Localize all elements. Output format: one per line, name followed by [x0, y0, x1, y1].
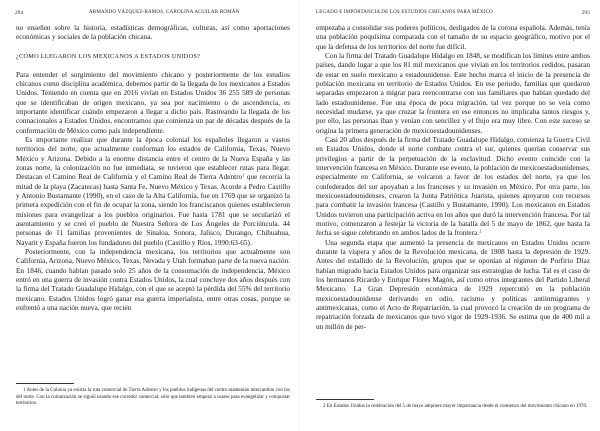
paragraph-text: Es importante realizar que durante la época colonial los españoles llegaron a vastos territorios del norte, que actualmente conforman los estados de California, Texas, Nuevo México y Arizona. Debido a la enorme distancia entre el centro de la Nueva España y las zonas norte, la colonización no fue inmediata, se tuvieron que establecer rutas para llegar. Destacan el Camino Real de California y el Camino Real de Tierra Adentro: [16, 135, 290, 182]
page-number: 295: [581, 10, 590, 16]
footnote: 2 En Estados Unidos la celebración del 5 de mayo adquiere mayor importancia desde el comienzo del movimiento chicano en 1970.: [323, 404, 588, 409]
footnote-rule: [16, 383, 74, 384]
left-body-text: [16, 24, 290, 313]
running-head-title: LEGADO E IMPORTANCIA DE LOS ESTUDIOS CHICANOS PARA MÉXICO: [316, 10, 493, 15]
footnote-marker: 1: [242, 172, 245, 178]
paragraph-with-footnote: [316, 136, 590, 239]
footnote: 1 Antes de la Colonia ya existía la ruta comercial de Tierra Adentro y los pueblos indígenas del centro mantenían intercambio con los del norte. Con la colonización se siguió usando ese corredor comercial, sólo que también empezó a usarse para evangelizar y conquistar territorios.: [16, 388, 290, 407]
footnote-rule: [316, 399, 374, 400]
paragraph: empezaba a consolidar sus poderes políticos, desligados de la corona española. Además, tenía una población poquísima comparada con el tamaño de su espacio geográfico, motivo por el que la defensa de los territorios del norte fue difícil.: [316, 24, 590, 51]
paragraph: Para entender el surgimiento del movimiento chicano y posteriormente de los estudios chicanos como disciplina académica, debemos partir de la llegada de los mexicanos a Estados Unidos. Teniendo en cuenta que en 2016 vivían en Estados Unidos 36 255 589 de personas que se identificaban de origen mexicano, ya sea por nacimiento o de ascendencia, es importante identificar cuándo empezaron a llegar a dicho país. Rastreando la llegada de los connacionales a Estados Unidos, encontramos que comienza un par de décadas después de la conformación de México como país independiente.: [16, 70, 290, 135]
page-number: 294: [15, 10, 24, 16]
right-page: [300, 0, 600, 431]
paragraph: no enseñen sobre la historia, estadísticas demográficas, culturas, así como aportaciones económicas y sociales de la población chicana.: [16, 24, 290, 42]
paragraph-text: Casi 20 años después de la firma del Tratado Guadalupe Hidalgo, comienza la Guerra Civil en Estados Unidos, donde el norte combate contra el sur, quienes querían conservar sus privilegios a partir de la perpetuación de la esclavitud. Dicho evento coincide con la intervención francesa en México. Durante ese evento, la población de mexicoestadounidenses, especialmente en California, se volcaron a favor de los estados del norte, ya que los confederados del sur apoyaban a los franceses y su invasión en México. Por otra parte, los mexicoestadounidenses, crearon la Junta Patriótica Juarista, quienes apoyaron con recursos para combatir la invasión francesa (Castillo y Bustamante, 1990). Los mexicanos en Estados Unidos tuvieron una participación activa en los años que duró la intervención francesa. Por tal motivo, comenzaron a festejar la victoria de la batalla del 5 de mayo de 1862, que hasta la fecha se sigue celebrando en ambos lados de la frontera.: [316, 135, 590, 238]
footnote-marker: 2: [479, 228, 482, 234]
paragraph: Posteriormente, con la independencia mexicana, los territorios que actualmente son California, Arizona, Nuevo México, Texas, Nevada y Utah formaban parte de la nueva nación. En 1846, cuando habían pasado solo 25 años de la consumación de independencia, México entró en una guerra de invasión contra Estados Unidos, la cual concluye dos años después con la firma del Tratado Guadalupe Hidalgo, con el que se aceptó la pérdida del 55% del territorio mexicano. Estados Unidos logró ganar esa guerra imperialista, entre otras cosas, porque se enfrentó a una nación nueva, que recién: [16, 247, 290, 312]
paragraph: Con la firma del Tratado Guadalupe Hidalgo en 1848, se modifican los límites entre ambos países, dando lugar a que los 81 mil mexicanos que vivían en los territorios cedidos, pasaran de estar en suelo mexicano a estadounidense. Este hecho marca el inicio de la presencia de población mexicana en territorio de Estados Unidos. En ese periodo, familias que quedaron separadas empezaron a migrar para reencontrarse con sus familiares que habían quedado del lado estadounidense. Fue una época de poca migración, tal vez porque no se veía como necesidad mudarse, ya que cruzar la frontera en ese entonces no implicaba tantos riesgos y, por ello, las personas iban y venían con sencillez y el flujo era muy libre. Con este suceso se origina la primera generación de mexicoestadounidenses.: [316, 51, 590, 135]
section-spacer: [16, 61, 290, 70]
section-spacer: [16, 43, 290, 52]
paragraph-with-footnote: [16, 136, 290, 248]
paragraph: Una segunda etapa que aumentó la presencia de mexicanos en Estados Unidos ocurre durante la víspera y años de la Revolución mexicana, de 1908 hasta la depresión de 1929. Antes del estallido de la Revolución, grupos que se oponían al régimen de Porfirio Díaz habían migrado hacia Estados Unidos para organizar sus estrategias de lucha. Tal es el caso de los hermanos Ricardo y Enrique Flores Magón, así como otros integrantes del Partido Liberal Mexicano. La Gran Depresión económica de 1929 repercutió en la población mexicoestadounidense derivando en odio, racismo y políticas antiinmigrantes y antimexicanas, como el Acto de Repatriación, la cual provocó la creación de un programa de repatriación forzada de mexicanos que tuvo vigor de 1929-1936. Se estima que de 400 mil a un millón de per-: [316, 238, 590, 331]
section-heading: ¿CÓMO LLEGARON LOS MEXICANOS A ESTADOS UNIDOS?: [16, 52, 201, 60]
right-body-text: [316, 24, 590, 332]
paragraph-text: que recorría la mitad de la playa (Zacatecas) hasta Santa Fe, Nuevo México y Texas. Acorde a Pedro Castillo y Antonio Bustamante (1990), en el caso de la Alta California, fue en 1769 que se organizó la primera expedición con el fin de ocupar la zona, siendo los franciscanos quienes establecieron misiones para evangelizar a los pueblos originarios. Fue hasta 1781 que se secularizó el asentamiento y se creó el pueblo de Nuestra Señora de Los Ángeles de Porciúncula. 44 personas de 11 familias provenientes de Sinaloa, Sonora, Jalisco, Durango, Chihuahua, Nayarit y España fueron los fundadores del pueblo (Castillo y Ríos, 1990:63-65).: [16, 173, 290, 247]
running-head-authors: ARMANDO VÁZQUEZ-RAMOS, CAROLINA AGUILAR ROMÁN: [89, 10, 240, 15]
